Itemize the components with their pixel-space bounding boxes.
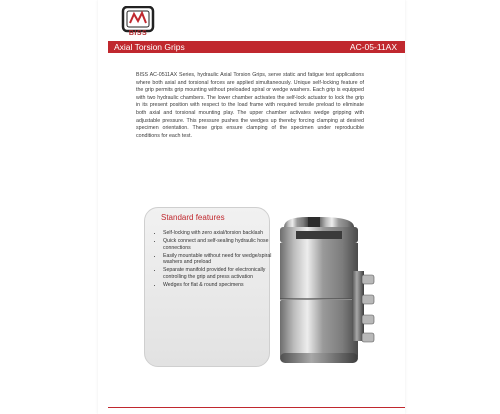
features-card [144, 207, 270, 367]
features-title: Standard features [161, 213, 225, 222]
product-description: BISS AC-0511AX Series, hydraulic Axial Torsion Grips, serve static and fatigue test applications where both axial and torsional forces are applied simultaneously. Unique self-locking feature of the grip permits grip mounting without preloaded spiral or wedge washers. Each grip is equipped with two hydraulic chambers. The lower chamber activates the self-lock actuator to lock the grip in its present position with respect to the load frame with required tensile preload to eliminate both axial and torsional mounting play. The upper chamber activates wedge gripping with adjustable pressure. This pressure pushes the wedges up thereby forcing clamping at desired specimen orientation. These grips ensure clamping of the specimen under reproducible conditions for each test. [136, 72, 364, 139]
feature-item: • Separate manifold provided for electronically controlling the grip and press activation [163, 267, 275, 280]
feature-item: • Easily mountable without need for wedge/spiral washers and preload [163, 253, 275, 266]
logo-wordmark: BISS [128, 30, 148, 37]
features-list [151, 230, 275, 290]
title-banner [108, 41, 405, 53]
torsion-grip-product-image [268, 213, 380, 371]
product-code: AC-05-11AX [349, 42, 397, 52]
footer-divider [108, 407, 405, 408]
feature-item: • Quick connect and self-sealing hydraulic hose connections [163, 238, 275, 251]
feature-item: • Wedges for flat & round specimens [163, 282, 275, 289]
page-title: Axial Torsion Grips [114, 42, 185, 52]
feature-item: • Self-locking with zero axial/torsion backlash [163, 230, 275, 237]
